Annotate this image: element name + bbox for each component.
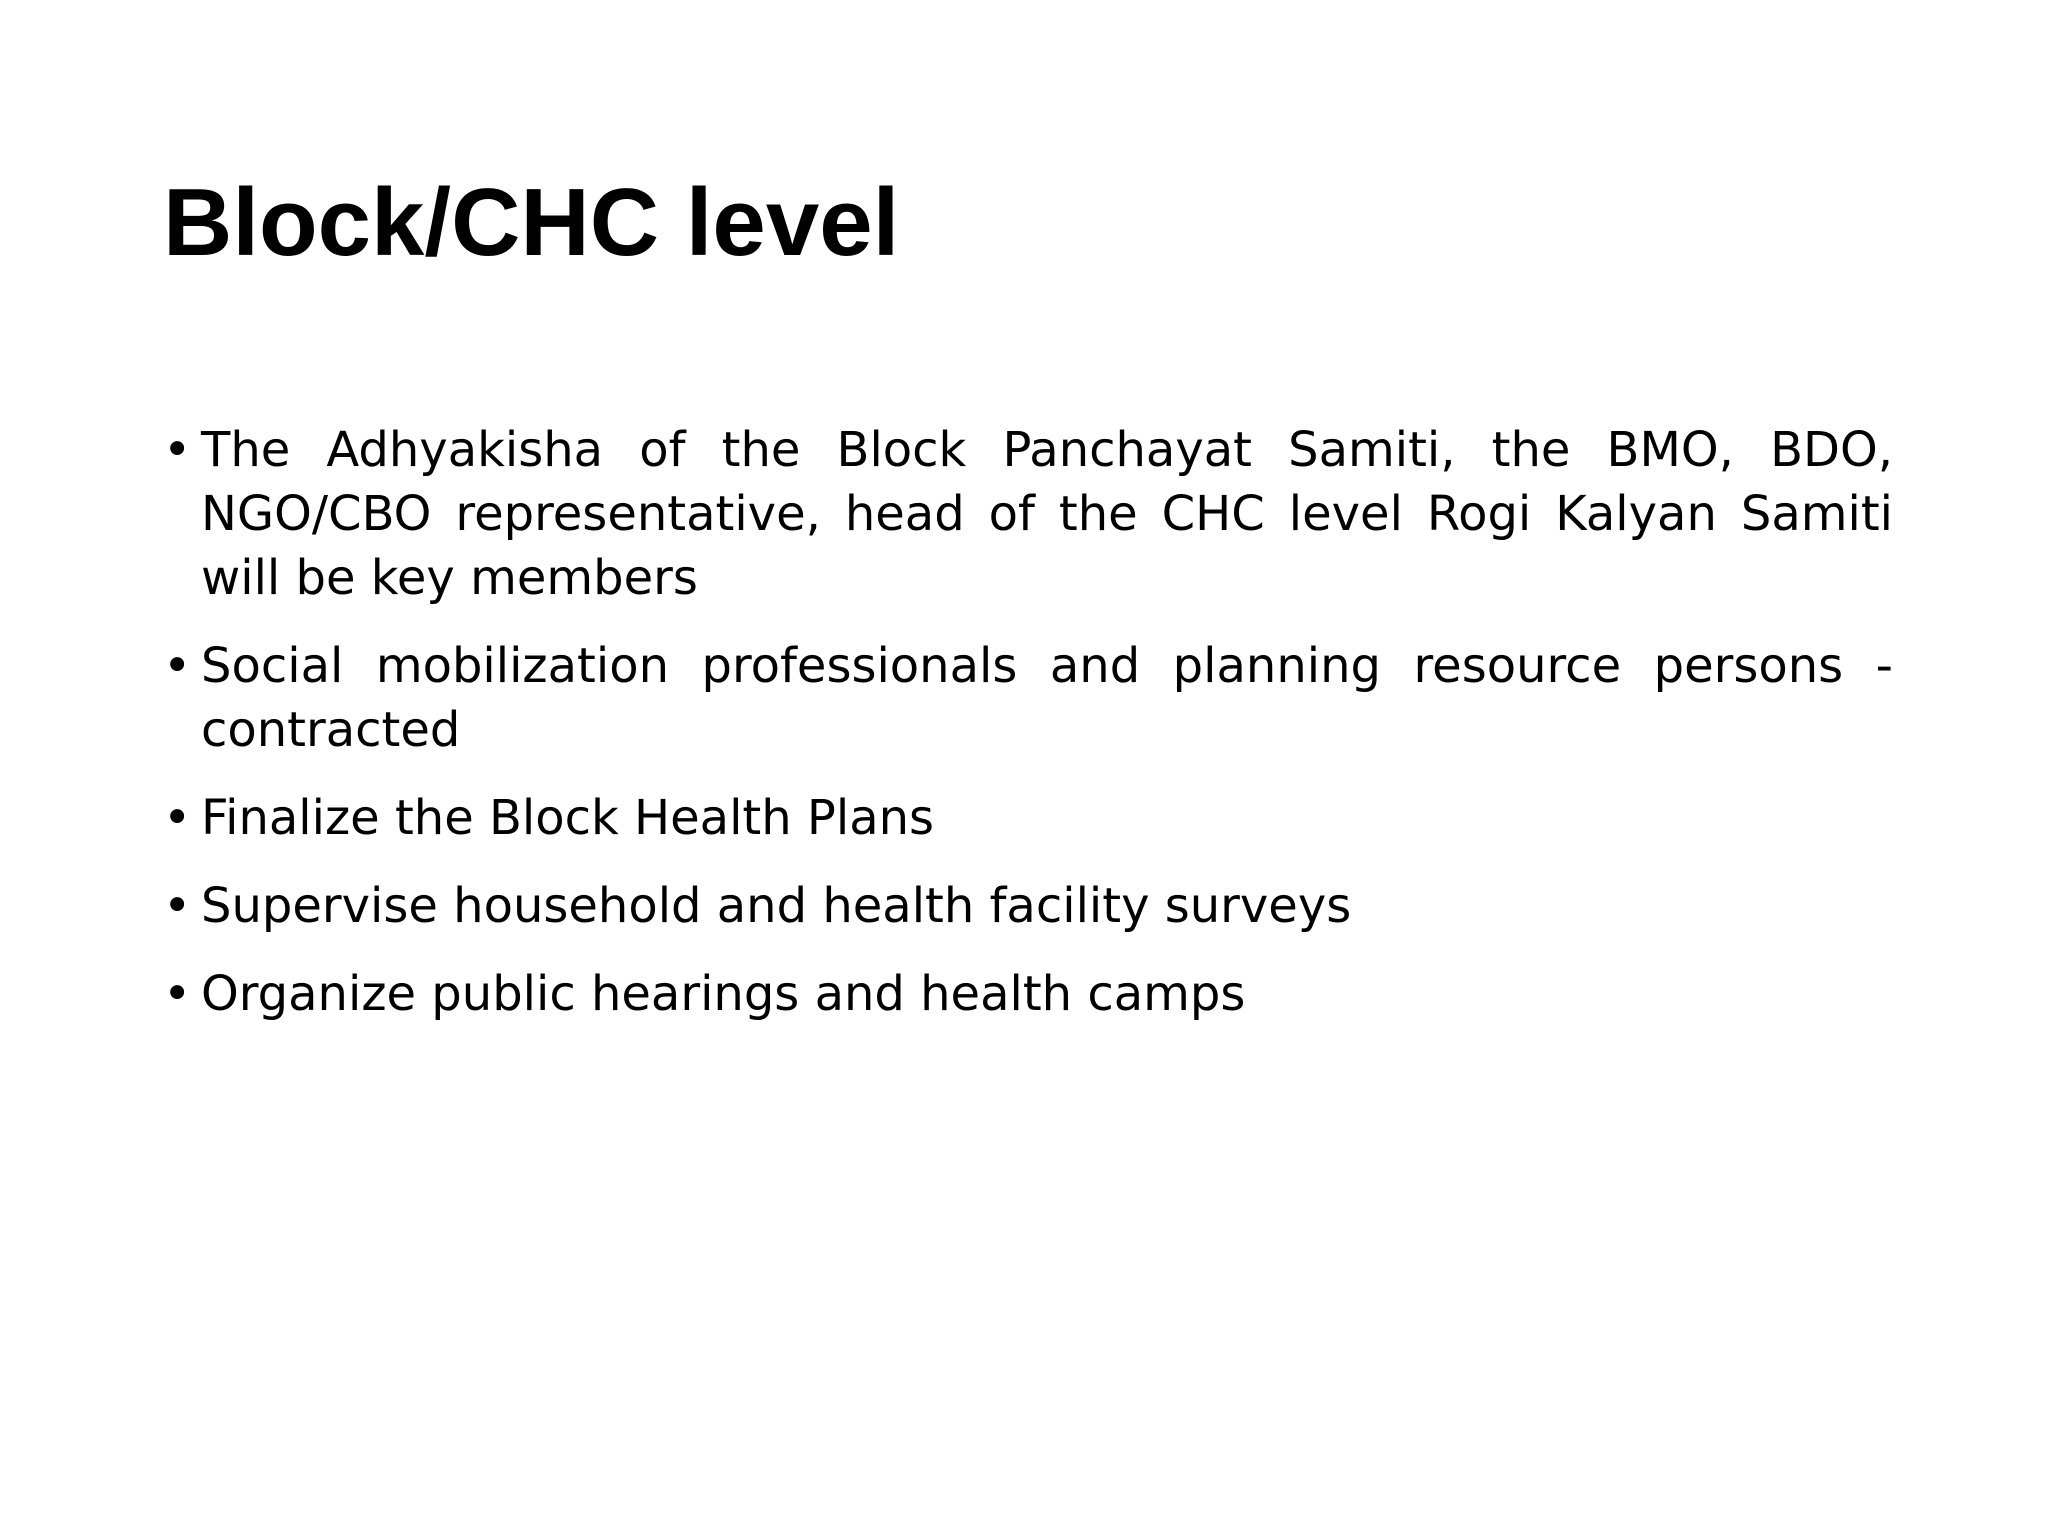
slide-title: Block/CHC level: [163, 169, 900, 276]
bullet-text: Finalize the Block Health Plans: [201, 790, 935, 846]
bullet-list: [163, 418, 1893, 1050]
bullet-text: Social mobilization professionals and planning resource persons - contracted: [201, 638, 1893, 758]
bullet-item: [163, 874, 1893, 938]
bullet-text: Organize public hearings and health camps: [201, 966, 1246, 1022]
bullet-dot-icon: •: [163, 790, 192, 846]
bullet-item: [163, 786, 1893, 850]
bullet-dot-icon: •: [163, 422, 192, 478]
bullet-text: Supervise household and health facility surveys: [201, 878, 1352, 934]
bullet-dot-icon: •: [163, 878, 192, 934]
bullet-dot-icon: •: [163, 966, 192, 1022]
bullet-dot-icon: •: [163, 638, 192, 694]
bullet-item: [163, 418, 1893, 610]
bullet-item: [163, 962, 1893, 1026]
bullet-item: [163, 634, 1893, 762]
bullet-text: The Adhyakisha of the Block Panchayat Samiti, the BMO, BDO, NGO/CBO representative, head of the CHC level Rogi Kalyan Samiti will be key members: [201, 422, 1893, 606]
